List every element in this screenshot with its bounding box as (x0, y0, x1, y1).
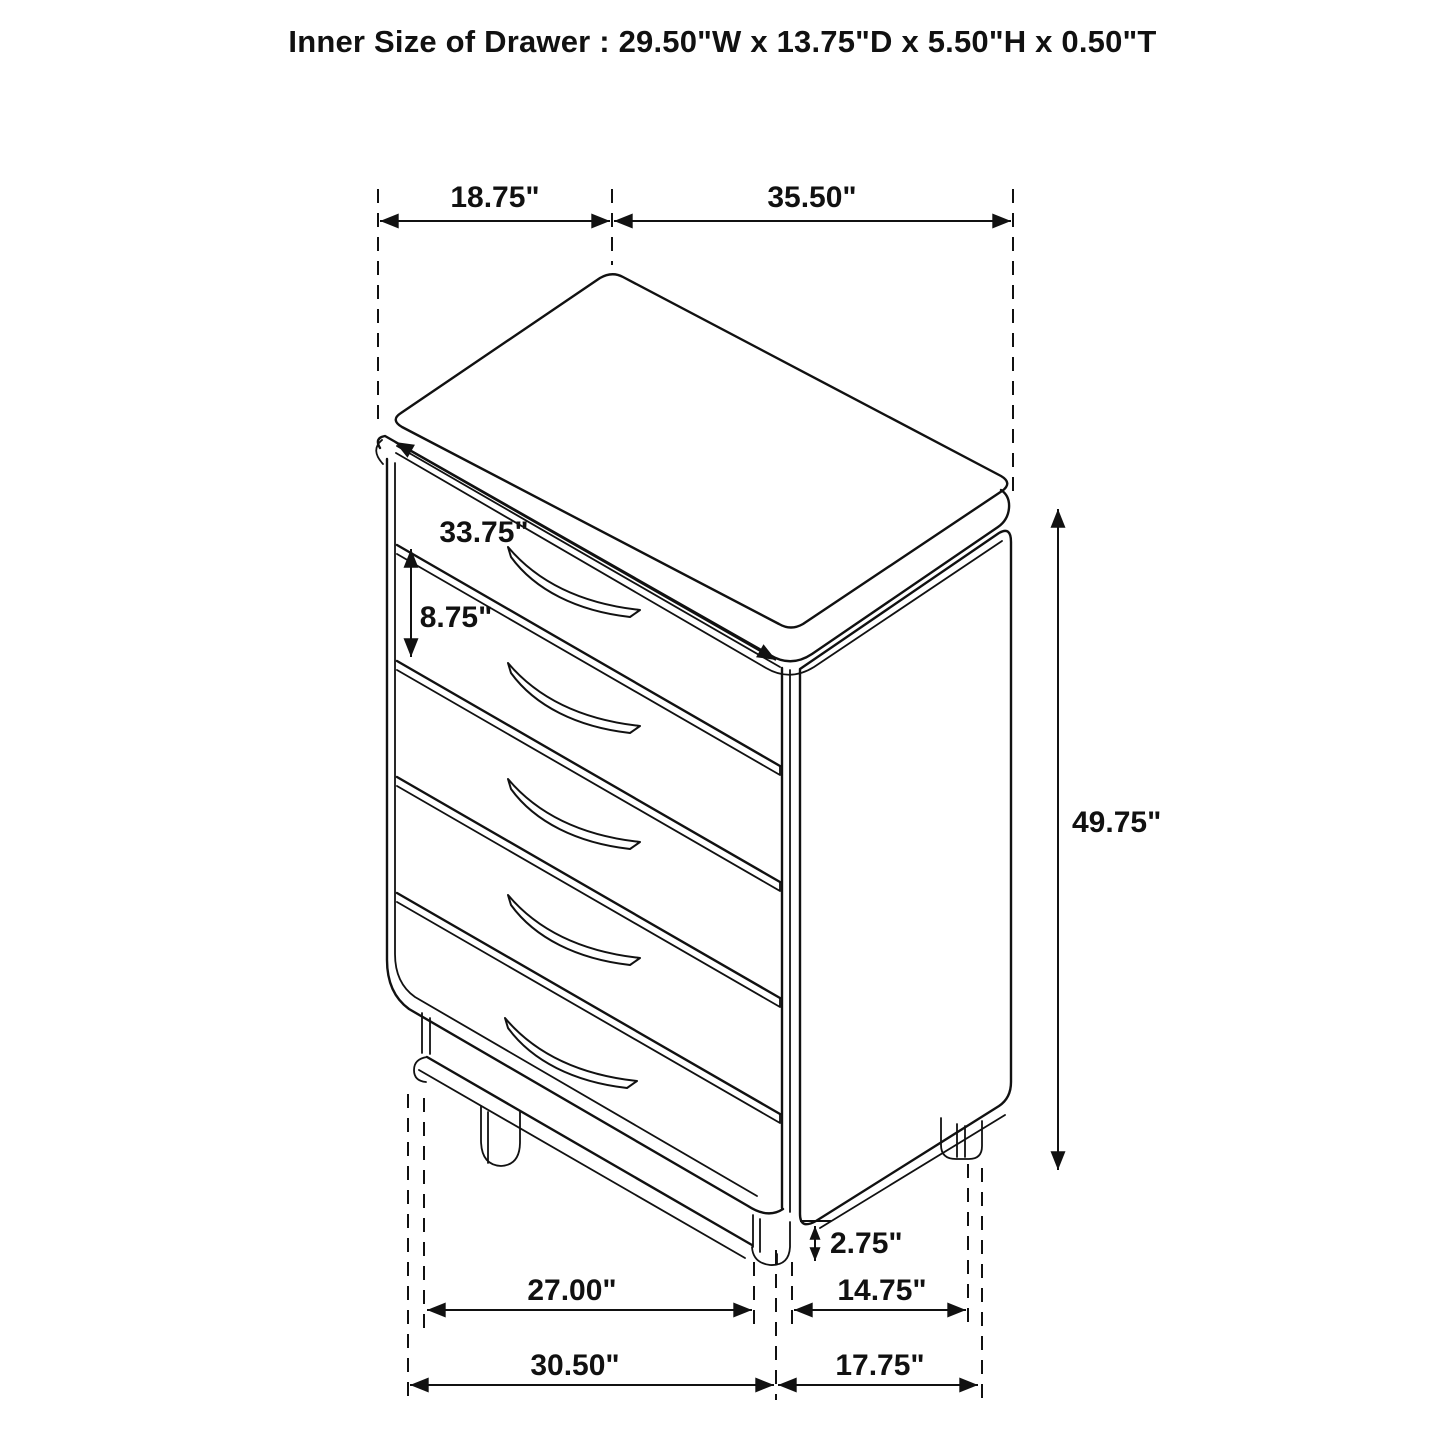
label-base-front-inner: 27.00" (527, 1274, 617, 1307)
chest-drawing (376, 274, 1011, 1265)
label-drawer-width: 33.75" (439, 516, 529, 549)
side-panel (800, 531, 1011, 1224)
label-drawer-height: 8.75" (419, 601, 493, 634)
diagram-title: Inner Size of Drawer : 29.50"W x 13.75"D x 5.50"H x 0.50"T (288, 24, 1157, 59)
label-base-side-inner: 14.75" (837, 1274, 927, 1307)
front-left-foot (481, 1106, 520, 1166)
front-right-edge (782, 668, 790, 1212)
front-right-foot (752, 1215, 790, 1265)
label-overall-height: 49.75" (1072, 806, 1162, 839)
label-base-front-overall: 30.50" (530, 1349, 620, 1382)
label-base-clearance: 2.75" (830, 1227, 903, 1260)
label-top-depth: 18.75" (450, 181, 540, 214)
label-top-width: 35.50" (767, 181, 857, 214)
label-base-side-overall: 17.75" (835, 1349, 925, 1382)
